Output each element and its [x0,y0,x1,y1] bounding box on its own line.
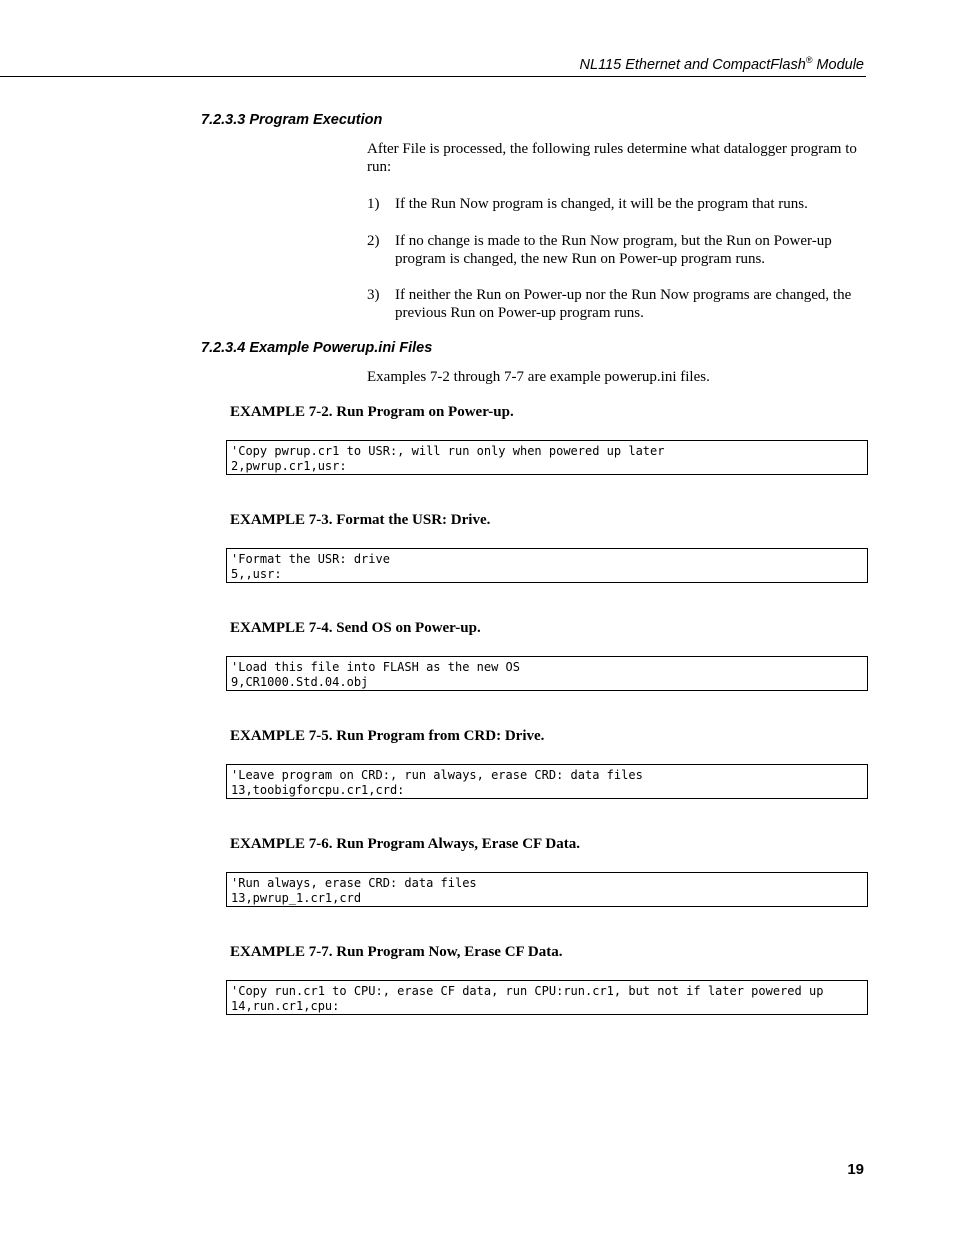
code-line: 2,pwrup.cr1,usr: [231,458,347,473]
example-caption-7-4: EXAMPLE 7-4. Send OS on Power-up. [230,620,481,636]
page-number: 19 [847,1161,864,1178]
code-box-7-5 [226,764,868,799]
code-line: 9,CR1000.Std.04.obj [231,674,369,689]
rule-text: If no change is made to the Run Now program, but the Run on Power-up program is changed, the new Run on Power-up program runs. [395,233,832,267]
example-caption-7-7: EXAMPLE 7-7. Run Program Now, Erase CF Data. [230,944,563,960]
code-line: 14,run.cr1,cpu: [231,998,340,1013]
example-caption-7-2: EXAMPLE 7-2. Run Program on Power-up. [230,404,514,420]
code-line: 'Run always, erase CRD: data files [231,876,477,890]
code-line: 'Load this file into FLASH as the new OS [231,660,520,674]
example-caption-7-5: EXAMPLE 7-5. Run Program from CRD: Drive. [230,728,545,744]
rule-text: If the Run Now program is changed, it will be the program that runs. [395,196,808,212]
code-box-7-7 [226,980,868,1015]
registered-mark: ® [805,55,813,65]
rule-number: 1) [367,196,380,212]
running-header [580,55,864,73]
code-line: 13,toobigforcpu.cr1,crd: [231,782,405,797]
example-files-intro: Examples 7-2 through 7-7 are example powerup.ini files. [367,369,710,385]
header-title-main: NL115 Ethernet and CompactFlash [579,56,806,73]
code-line: 5,,usr: [231,566,282,581]
section-heading-program-execution: 7.2.3.3 Program Execution [201,112,383,128]
example-caption-7-6: EXAMPLE 7-6. Run Program Always, Erase CF Data. [230,836,580,852]
rule-number: 2) [367,233,380,249]
code-box-7-4 [226,656,868,691]
rule-text: If neither the Run on Power-up nor the Run Now programs are changed, the previous Run on Power-up program runs. [395,287,852,321]
code-box-7-3 [226,548,868,583]
program-execution-intro: After File is processed, the following rules determine what datalogger program to run: [367,141,857,175]
code-line: 'Copy pwrup.cr1 to USR:, will run only when powered up later [231,444,665,458]
rule-number: 3) [367,287,380,303]
code-line: 'Leave program on CRD:, run always, erase CRD: data files [231,768,643,782]
code-line: 13,pwrup_1.cr1,crd [231,890,362,905]
code-box-7-6 [226,872,868,907]
header-title-end: Module [812,56,864,73]
example-caption-7-3: EXAMPLE 7-3. Format the USR: Drive. [230,512,491,528]
code-line: 'Format the USR: drive [231,552,390,566]
code-line: 'Copy run.cr1 to CPU:, erase CF data, run CPU:run.cr1, but not if later powered up [231,984,824,998]
code-box-7-2 [226,440,868,475]
header-rule [0,76,866,77]
section-heading-example-files: 7.2.3.4 Example Powerup.ini Files [201,340,433,356]
